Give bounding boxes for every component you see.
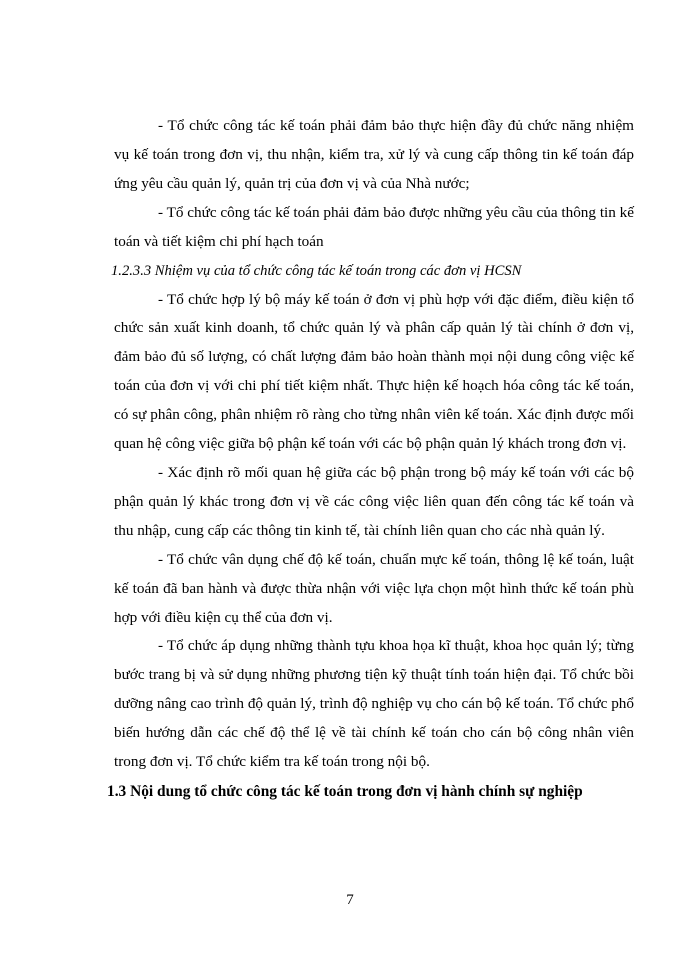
section-heading: 1.3 Nội dung tổ chức công tác kế toán trong đơn vị hành chính sự nghiệp [107, 782, 583, 800]
paragraph: - Tổ chức áp dụng những thành tựu khoa họa kĩ thuật, khoa học quản lý; từng bước trang bị và sử dụng những phương tiện kỹ thuật tính toán hiện đại. Tổ chức bồi dưỡng nâng cao trình độ quản lý, trình độ nghiệp vụ cho cán bộ kế toán. Tổ chức phổ biến hướng dẫn các chế độ thể lệ về tài chính kế toán cho cán bộ công nhân viên trong đơn vị. Tổ chức kiểm tra kế toán trong nội bộ. [114, 637, 634, 771]
page-number: 7 [346, 892, 354, 908]
paragraph: - Tổ chức hợp lý bộ máy kế toán ở đơn vị phù hợp với đặc điểm, điều kiện tổ chức sản xuất kinh doanh, tổ chức quản lý và phân cấp quản lý tài chính ở đơn vị, đảm bảo đủ số lượng, có chất lượng đảm bảo hoàn thành mọi nội dung công việc kế toán của đơn vị với chi phí tiết kiệm nhất. Thực hiện kế hoạch hóa công tác kế toán, có sự phân công, phân nhiệm rõ ràng cho từng nhân viên kế toán. Xác định được mối quan hệ công việc giữa bộ phận kế toán với các bộ phận quản lý khách trong đơn vị. [114, 290, 634, 453]
paragraph: - Tổ chức vân dụng chế độ kế toán, chuẩn mực kế toán, thông lệ kế toán, luật kế toán đã ban hành và được thừa nhận với việc lựa chọn một hình thức kế toán phù hợp với điều kiện cụ thể của đơn vị. [114, 550, 634, 626]
document-page [107, 112, 634, 806]
paragraph: - Tổ chức công tác kế toán phải đảm bảo thực hiện đầy đủ chức năng nhiệm vụ kế toán trong đơn vị, thu nhận, kiểm tra, xử lý và cung cấp thông tin kế toán đáp ứng yêu cầu quản lý, quản trị của đơn vị và của Nhà nước; [114, 117, 634, 192]
paragraph: - Tổ chức công tác kế toán phải đảm bảo được những yêu cầu của thông tin kế toán và tiết kiệm chi phí hạch toán [114, 203, 634, 250]
subheading: 1.2.3.3 Nhiệm vụ của tổ chức công tác kế toán trong các đơn vị HCSN [111, 262, 522, 279]
paragraph: - Xác định rõ mối quan hệ giữa các bộ phận trong bộ máy kế toán với các bộ phận quản lý khác trong đơn vị về các công việc liên quan đến công tác kế toán và thu nhập, cung cấp các thông tin kinh tế, tài chính liên quan cho các nhà quản lý. [114, 463, 634, 539]
